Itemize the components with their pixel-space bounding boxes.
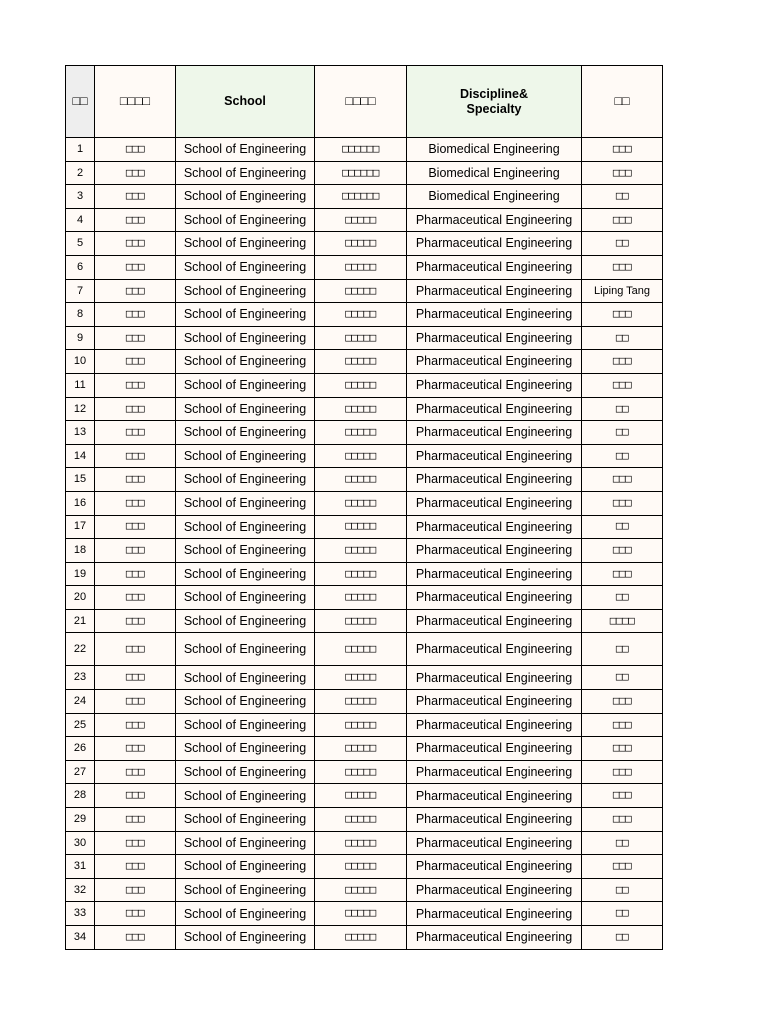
column-c-cell: □□□ bbox=[582, 562, 663, 586]
row-number-cell: 25 bbox=[66, 713, 95, 737]
row-number-cell: 6 bbox=[66, 255, 95, 279]
table-row bbox=[66, 586, 663, 610]
column-b-cell: □□□□□ bbox=[315, 255, 407, 279]
discipline-cell: Pharmaceutical Engineering bbox=[407, 279, 582, 303]
column-a-cell: □□□ bbox=[95, 737, 176, 761]
row-number-cell: 18 bbox=[66, 539, 95, 563]
column-a-cell: □□□ bbox=[95, 255, 176, 279]
column-a-cell: □□□ bbox=[95, 444, 176, 468]
column-c-cell: □□□ bbox=[582, 690, 663, 714]
column-c-cell: □□ bbox=[582, 232, 663, 256]
column-b-cell: □□□□□ bbox=[315, 878, 407, 902]
row-number-cell: 27 bbox=[66, 760, 95, 784]
school-cell: School of Engineering bbox=[176, 586, 315, 610]
column-c-cell: □□□ bbox=[582, 784, 663, 808]
column-a-cell: □□□ bbox=[95, 609, 176, 633]
column-a-cell: □□□ bbox=[95, 666, 176, 690]
column-c-cell: □□□ bbox=[582, 303, 663, 327]
table-row bbox=[66, 926, 663, 950]
row-number-cell: 2 bbox=[66, 161, 95, 185]
column-b-cell: □□□□□ bbox=[315, 350, 407, 374]
school-cell: School of Engineering bbox=[176, 208, 315, 232]
discipline-cell: Pharmaceutical Engineering bbox=[407, 690, 582, 714]
discipline-cell: Pharmaceutical Engineering bbox=[407, 350, 582, 374]
header-discipline bbox=[407, 66, 582, 138]
column-a-cell: □□□ bbox=[95, 808, 176, 832]
table-row bbox=[66, 468, 663, 492]
table-row bbox=[66, 562, 663, 586]
row-number-cell: 33 bbox=[66, 902, 95, 926]
table-row bbox=[66, 633, 663, 666]
column-b-cell: □□□□□ bbox=[315, 831, 407, 855]
column-a-cell: □□□ bbox=[95, 878, 176, 902]
school-cell: School of Engineering bbox=[176, 562, 315, 586]
column-b-cell: □□□□□ bbox=[315, 666, 407, 690]
column-b-cell: □□□□□ bbox=[315, 468, 407, 492]
header-column-a: □□□□ bbox=[95, 66, 176, 138]
row-number-cell: 3 bbox=[66, 185, 95, 209]
column-b-cell: □□□□□ bbox=[315, 760, 407, 784]
discipline-cell: Pharmaceutical Engineering bbox=[407, 208, 582, 232]
discipline-cell: Pharmaceutical Engineering bbox=[407, 737, 582, 761]
discipline-cell: Pharmaceutical Engineering bbox=[407, 515, 582, 539]
column-a-cell: □□□ bbox=[95, 350, 176, 374]
column-c-cell: □□ bbox=[582, 666, 663, 690]
row-number-cell: 29 bbox=[66, 808, 95, 832]
column-b-cell: □□□□□□ bbox=[315, 161, 407, 185]
table-row bbox=[66, 539, 663, 563]
column-a-cell: □□□ bbox=[95, 713, 176, 737]
column-c-cell: □□□ bbox=[582, 808, 663, 832]
school-cell: School of Engineering bbox=[176, 831, 315, 855]
column-b-cell: □□□□□ bbox=[315, 713, 407, 737]
column-c-cell: □□□ bbox=[582, 255, 663, 279]
row-number-cell: 10 bbox=[66, 350, 95, 374]
discipline-cell: Pharmaceutical Engineering bbox=[407, 468, 582, 492]
column-c-cell: □□ bbox=[582, 586, 663, 610]
table-row bbox=[66, 878, 663, 902]
header-column-c: □□ bbox=[582, 66, 663, 138]
column-c-cell: □□ bbox=[582, 926, 663, 950]
school-cell: School of Engineering bbox=[176, 468, 315, 492]
school-cell: School of Engineering bbox=[176, 666, 315, 690]
school-cell: School of Engineering bbox=[176, 737, 315, 761]
header-number: □□ bbox=[66, 66, 95, 138]
column-b-cell: □□□□□ bbox=[315, 562, 407, 586]
school-cell: School of Engineering bbox=[176, 633, 315, 666]
column-a-cell: □□□ bbox=[95, 586, 176, 610]
discipline-cell: Pharmaceutical Engineering bbox=[407, 609, 582, 633]
table-row bbox=[66, 326, 663, 350]
column-a-cell: □□□ bbox=[95, 421, 176, 445]
school-cell: School of Engineering bbox=[176, 138, 315, 162]
column-b-cell: □□□□□ bbox=[315, 690, 407, 714]
column-c-cell: □□ bbox=[582, 515, 663, 539]
column-a-cell: □□□ bbox=[95, 690, 176, 714]
row-number-cell: 4 bbox=[66, 208, 95, 232]
discipline-cell: Pharmaceutical Engineering bbox=[407, 831, 582, 855]
table-row bbox=[66, 397, 663, 421]
column-c-cell: □□□ bbox=[582, 491, 663, 515]
column-b-cell: □□□□□ bbox=[315, 373, 407, 397]
column-b-cell: □□□□□ bbox=[315, 784, 407, 808]
table-row bbox=[66, 491, 663, 515]
discipline-cell: Pharmaceutical Engineering bbox=[407, 232, 582, 256]
column-b-cell: □□□□□□ bbox=[315, 138, 407, 162]
table-row bbox=[66, 232, 663, 256]
column-a-cell: □□□ bbox=[95, 185, 176, 209]
column-b-cell: □□□□□ bbox=[315, 421, 407, 445]
column-a-cell: □□□ bbox=[95, 373, 176, 397]
column-a-cell: □□□ bbox=[95, 784, 176, 808]
school-cell: School of Engineering bbox=[176, 444, 315, 468]
column-c-cell: □□□ bbox=[582, 138, 663, 162]
column-a-cell: □□□ bbox=[95, 633, 176, 666]
column-c-cell: □□□ bbox=[582, 539, 663, 563]
discipline-cell: Biomedical Engineering bbox=[407, 185, 582, 209]
discipline-cell: Pharmaceutical Engineering bbox=[407, 784, 582, 808]
column-b-cell: □□□□□ bbox=[315, 279, 407, 303]
row-number-cell: 15 bbox=[66, 468, 95, 492]
column-b-cell: □□□□□ bbox=[315, 326, 407, 350]
column-b-cell: □□□□□ bbox=[315, 926, 407, 950]
row-number-cell: 26 bbox=[66, 737, 95, 761]
column-a-cell: □□□ bbox=[95, 468, 176, 492]
school-cell: School of Engineering bbox=[176, 279, 315, 303]
discipline-cell: Pharmaceutical Engineering bbox=[407, 586, 582, 610]
discipline-cell: Pharmaceutical Engineering bbox=[407, 902, 582, 926]
discipline-cell: Pharmaceutical Engineering bbox=[407, 926, 582, 950]
table-row bbox=[66, 303, 663, 327]
column-b-cell: □□□□□ bbox=[315, 902, 407, 926]
column-c-cell: □□□ bbox=[582, 468, 663, 492]
column-c-cell: □□□□ bbox=[582, 609, 663, 633]
row-number-cell: 19 bbox=[66, 562, 95, 586]
school-cell: School of Engineering bbox=[176, 303, 315, 327]
table-row bbox=[66, 831, 663, 855]
column-a-cell: □□□ bbox=[95, 902, 176, 926]
row-number-cell: 21 bbox=[66, 609, 95, 633]
table-row bbox=[66, 373, 663, 397]
column-a-cell: □□□ bbox=[95, 397, 176, 421]
table-row bbox=[66, 666, 663, 690]
header-discipline-text: Discipline& Specialty bbox=[459, 87, 529, 116]
table-row bbox=[66, 690, 663, 714]
column-c-cell: □□ bbox=[582, 185, 663, 209]
table-row bbox=[66, 855, 663, 879]
column-c-cell: □□ bbox=[582, 326, 663, 350]
table-row bbox=[66, 760, 663, 784]
row-number-cell: 5 bbox=[66, 232, 95, 256]
column-b-cell: □□□□□ bbox=[315, 208, 407, 232]
column-a-cell: □□□ bbox=[95, 232, 176, 256]
table-row bbox=[66, 350, 663, 374]
column-c-cell: □□□ bbox=[582, 760, 663, 784]
school-cell: School of Engineering bbox=[176, 326, 315, 350]
header-school: School bbox=[176, 66, 315, 138]
school-cell: School of Engineering bbox=[176, 232, 315, 256]
column-b-cell: □□□□□ bbox=[315, 303, 407, 327]
column-a-cell: □□□ bbox=[95, 138, 176, 162]
row-number-cell: 28 bbox=[66, 784, 95, 808]
row-number-cell: 9 bbox=[66, 326, 95, 350]
table-row bbox=[66, 515, 663, 539]
discipline-cell: Biomedical Engineering bbox=[407, 161, 582, 185]
school-cell: School of Engineering bbox=[176, 421, 315, 445]
row-number-cell: 23 bbox=[66, 666, 95, 690]
row-number-cell: 30 bbox=[66, 831, 95, 855]
table-row bbox=[66, 185, 663, 209]
row-number-cell: 24 bbox=[66, 690, 95, 714]
discipline-cell: Pharmaceutical Engineering bbox=[407, 633, 582, 666]
column-c-cell: □□□ bbox=[582, 350, 663, 374]
row-number-cell: 34 bbox=[66, 926, 95, 950]
row-number-cell: 7 bbox=[66, 279, 95, 303]
row-number-cell: 1 bbox=[66, 138, 95, 162]
school-cell: School of Engineering bbox=[176, 397, 315, 421]
school-cell: School of Engineering bbox=[176, 926, 315, 950]
table-row bbox=[66, 208, 663, 232]
school-cell: School of Engineering bbox=[176, 185, 315, 209]
column-c-cell: □□□ bbox=[582, 855, 663, 879]
discipline-cell: Pharmaceutical Engineering bbox=[407, 808, 582, 832]
row-number-cell: 12 bbox=[66, 397, 95, 421]
discipline-cell: Pharmaceutical Engineering bbox=[407, 666, 582, 690]
discipline-cell: Pharmaceutical Engineering bbox=[407, 562, 582, 586]
column-c-cell: □□□ bbox=[582, 208, 663, 232]
column-a-cell: □□□ bbox=[95, 831, 176, 855]
table-row bbox=[66, 902, 663, 926]
table-row bbox=[66, 444, 663, 468]
table-row bbox=[66, 138, 663, 162]
column-b-cell: □□□□□ bbox=[315, 491, 407, 515]
column-c-cell: □□ bbox=[582, 633, 663, 666]
school-cell: School of Engineering bbox=[176, 350, 315, 374]
column-b-cell: □□□□□ bbox=[315, 444, 407, 468]
column-b-cell: □□□□□ bbox=[315, 808, 407, 832]
column-c-cell: □□□ bbox=[582, 161, 663, 185]
column-b-cell: □□□□□ bbox=[315, 737, 407, 761]
discipline-cell: Biomedical Engineering bbox=[407, 138, 582, 162]
column-a-cell: □□□ bbox=[95, 491, 176, 515]
column-c-cell: □□□ bbox=[582, 737, 663, 761]
column-b-cell: □□□□□ bbox=[315, 609, 407, 633]
discipline-cell: Pharmaceutical Engineering bbox=[407, 444, 582, 468]
discipline-cell: Pharmaceutical Engineering bbox=[407, 326, 582, 350]
school-cell: School of Engineering bbox=[176, 255, 315, 279]
row-number-cell: 8 bbox=[66, 303, 95, 327]
column-a-cell: □□□ bbox=[95, 855, 176, 879]
column-b-cell: □□□□□ bbox=[315, 586, 407, 610]
school-cell: School of Engineering bbox=[176, 902, 315, 926]
column-a-cell: □□□ bbox=[95, 515, 176, 539]
column-a-cell: □□□ bbox=[95, 161, 176, 185]
header-column-b: □□□□ bbox=[315, 66, 407, 138]
row-number-cell: 14 bbox=[66, 444, 95, 468]
school-cell: School of Engineering bbox=[176, 373, 315, 397]
column-b-cell: □□□□□ bbox=[315, 855, 407, 879]
column-a-cell: □□□ bbox=[95, 326, 176, 350]
column-b-cell: □□□□□ bbox=[315, 232, 407, 256]
row-number-cell: 13 bbox=[66, 421, 95, 445]
column-c-cell: □□ bbox=[582, 831, 663, 855]
column-c-cell: Liping Tang bbox=[582, 279, 663, 303]
header-row bbox=[66, 66, 663, 138]
school-cell: School of Engineering bbox=[176, 515, 315, 539]
column-b-cell: □□□□□ bbox=[315, 539, 407, 563]
row-number-cell: 32 bbox=[66, 878, 95, 902]
row-number-cell: 20 bbox=[66, 586, 95, 610]
table-row bbox=[66, 161, 663, 185]
discipline-cell: Pharmaceutical Engineering bbox=[407, 421, 582, 445]
column-c-cell: □□ bbox=[582, 421, 663, 445]
table-row bbox=[66, 609, 663, 633]
school-cell: School of Engineering bbox=[176, 161, 315, 185]
column-a-cell: □□□ bbox=[95, 760, 176, 784]
table-row bbox=[66, 737, 663, 761]
column-c-cell: □□ bbox=[582, 444, 663, 468]
column-c-cell: □□□ bbox=[582, 713, 663, 737]
table-row bbox=[66, 713, 663, 737]
discipline-cell: Pharmaceutical Engineering bbox=[407, 255, 582, 279]
school-cell: School of Engineering bbox=[176, 539, 315, 563]
discipline-cell: Pharmaceutical Engineering bbox=[407, 303, 582, 327]
column-c-cell: □□ bbox=[582, 878, 663, 902]
school-cell: School of Engineering bbox=[176, 808, 315, 832]
discipline-cell: Pharmaceutical Engineering bbox=[407, 713, 582, 737]
column-c-cell: □□ bbox=[582, 397, 663, 421]
column-a-cell: □□□ bbox=[95, 208, 176, 232]
column-a-cell: □□□ bbox=[95, 279, 176, 303]
column-c-cell: □□□ bbox=[582, 373, 663, 397]
school-cell: School of Engineering bbox=[176, 690, 315, 714]
school-cell: School of Engineering bbox=[176, 491, 315, 515]
column-a-cell: □□□ bbox=[95, 539, 176, 563]
table-row bbox=[66, 784, 663, 808]
school-cell: School of Engineering bbox=[176, 855, 315, 879]
column-a-cell: □□□ bbox=[95, 562, 176, 586]
discipline-cell: Pharmaceutical Engineering bbox=[407, 373, 582, 397]
table-row bbox=[66, 279, 663, 303]
discipline-cell: Pharmaceutical Engineering bbox=[407, 539, 582, 563]
column-c-cell: □□ bbox=[582, 902, 663, 926]
column-b-cell: □□□□□ bbox=[315, 397, 407, 421]
data-table bbox=[65, 65, 663, 950]
school-cell: School of Engineering bbox=[176, 713, 315, 737]
column-a-cell: □□□ bbox=[95, 303, 176, 327]
column-b-cell: □□□□□ bbox=[315, 633, 407, 666]
school-cell: School of Engineering bbox=[176, 609, 315, 633]
discipline-cell: Pharmaceutical Engineering bbox=[407, 878, 582, 902]
discipline-cell: Pharmaceutical Engineering bbox=[407, 491, 582, 515]
discipline-cell: Pharmaceutical Engineering bbox=[407, 397, 582, 421]
table-row bbox=[66, 421, 663, 445]
discipline-cell: Pharmaceutical Engineering bbox=[407, 760, 582, 784]
school-cell: School of Engineering bbox=[176, 760, 315, 784]
row-number-cell: 11 bbox=[66, 373, 95, 397]
discipline-cell: Pharmaceutical Engineering bbox=[407, 855, 582, 879]
row-number-cell: 31 bbox=[66, 855, 95, 879]
table-row bbox=[66, 255, 663, 279]
column-b-cell: □□□□□ bbox=[315, 515, 407, 539]
row-number-cell: 22 bbox=[66, 633, 95, 666]
row-number-cell: 17 bbox=[66, 515, 95, 539]
school-cell: School of Engineering bbox=[176, 878, 315, 902]
school-cell: School of Engineering bbox=[176, 784, 315, 808]
table-row bbox=[66, 808, 663, 832]
column-b-cell: □□□□□□ bbox=[315, 185, 407, 209]
column-a-cell: □□□ bbox=[95, 926, 176, 950]
row-number-cell: 16 bbox=[66, 491, 95, 515]
